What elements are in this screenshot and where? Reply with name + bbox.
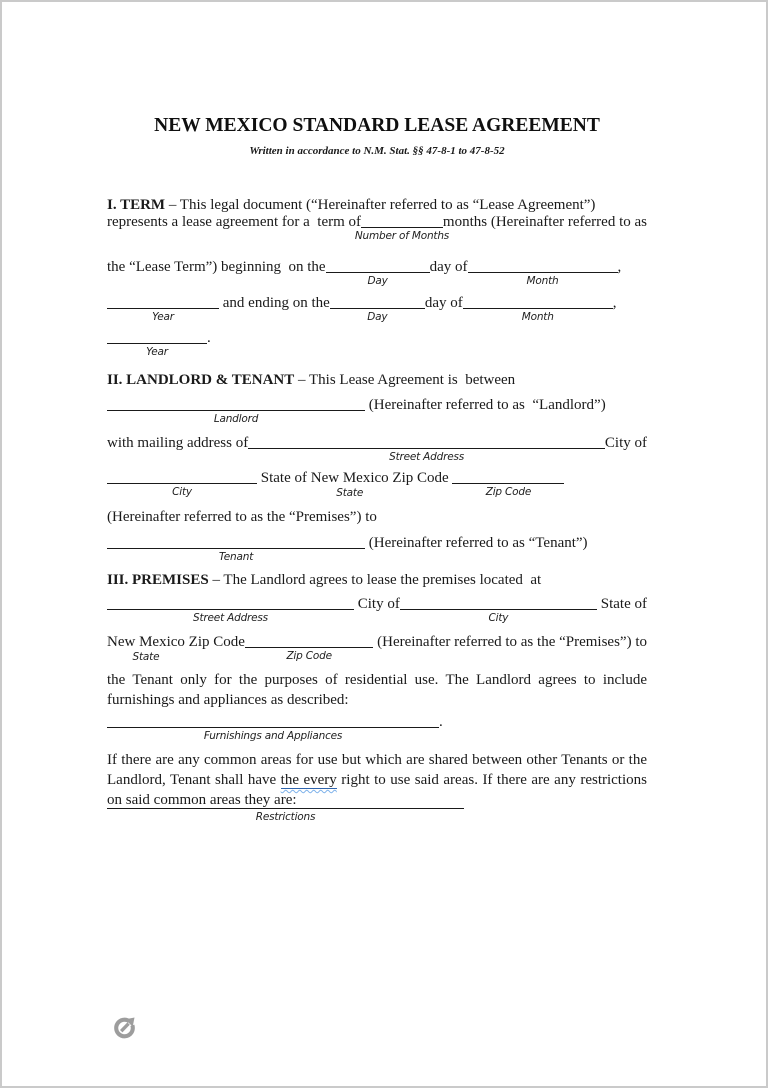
- parties-line-2: [107, 397, 647, 425]
- field-label-furnishings-appliances: Furnishings and Appliances: [203, 730, 343, 742]
- grammar-marked-text: [281, 772, 337, 789]
- field-label-month: Month: [526, 275, 559, 287]
- common-line-1: [107, 752, 647, 768]
- term-text: day of: [424, 295, 463, 311]
- field-label-city: City: [172, 486, 192, 498]
- parties-text: Zip Code: [388, 470, 453, 486]
- field-premises-street-address[interactable]: [107, 608, 354, 624]
- common-line-4: [107, 805, 647, 823]
- field-start-year[interactable]: [107, 307, 219, 323]
- field-label-city: City: [488, 612, 509, 624]
- term-text: represents a lease agreement for a term of: [107, 214, 362, 230]
- term-text: months (Hereinafter referred to as: [442, 214, 647, 230]
- field-label-tenant: Tenant: [218, 551, 254, 563]
- common-text: on said common areas they are:: [107, 792, 297, 808]
- common-line-2: [107, 772, 647, 788]
- parties-line-4: [107, 470, 647, 499]
- document-subtitle: Written in accordance to N.M. Stat. §§ 47-8-1 to 47-8-52: [249, 145, 505, 157]
- parties-text: State of: [257, 470, 311, 486]
- field-premises-zip[interactable]: [245, 646, 373, 662]
- parties-line-5: [107, 509, 647, 525]
- term-text: ,: [617, 259, 622, 275]
- state-text: [310, 470, 389, 499]
- premises-text: State of: [597, 596, 647, 612]
- field-number-of-months[interactable]: [354, 226, 450, 242]
- parties-line-6: [107, 535, 647, 563]
- grammar-marked-words: the every: [280, 772, 337, 788]
- term-line-3: [107, 259, 647, 287]
- field-landlord-name[interactable]: [107, 409, 365, 425]
- field-label-street-address: Street Address: [193, 612, 268, 624]
- field-end-year[interactable]: [107, 342, 207, 358]
- field-label-landlord: Landlord: [213, 413, 259, 425]
- premises-text: City of: [354, 596, 400, 612]
- parties-text: with mailing address of: [107, 435, 249, 451]
- parties-text: City of: [604, 435, 647, 451]
- parties-line-3: [107, 435, 647, 463]
- term-text: ,: [612, 295, 617, 311]
- field-label-day: Day: [367, 275, 388, 287]
- premises-line-3: [107, 634, 647, 663]
- state-text: [107, 634, 185, 663]
- common-text: If there are any common areas for use but which are shared between other Tenants or the: [107, 752, 647, 768]
- term-text: the “Lease Term”) beginning on the: [107, 259, 326, 275]
- field-tenant-name[interactable]: [107, 547, 365, 563]
- premises-text: Zip Code: [184, 634, 245, 650]
- field-label-state: State: [132, 651, 160, 663]
- common-text: Landlord, Tenant shall have: [107, 772, 281, 788]
- refresh-icon: [111, 1013, 139, 1041]
- use-line-2: [107, 692, 647, 708]
- term-text: .: [207, 330, 211, 346]
- field-landlord-street-address[interactable]: [248, 447, 605, 463]
- section-premises-heading: III. PREMISES: [107, 572, 209, 588]
- term-line-5: [107, 330, 647, 358]
- document-title: NEW MEXICO STANDARD LEASE AGREEMENT: [154, 115, 600, 136]
- term-text: – This legal document (“Hereinafter referred to as “Lease Agreement”): [165, 197, 596, 213]
- state-name: New Mexico: [107, 634, 185, 650]
- field-end-month[interactable]: [463, 307, 613, 323]
- field-label-day: Day: [367, 311, 388, 323]
- term-line-2: [107, 214, 647, 242]
- parties-line-1: [107, 372, 647, 388]
- use-line-3: [107, 714, 647, 742]
- premises-text: (Hereinafter referred to as the “Premises”) to: [373, 634, 647, 650]
- field-label-zip-code: Zip Code: [286, 650, 332, 662]
- field-landlord-city[interactable]: [107, 482, 257, 498]
- term-line-4: [107, 295, 647, 323]
- field-label-restrictions: Restrictions: [255, 811, 316, 823]
- field-start-day[interactable]: [326, 271, 430, 287]
- field-end-day[interactable]: [330, 307, 425, 323]
- term-text: and ending on the: [219, 295, 330, 311]
- use-text: furnishings and appliances as described:: [107, 692, 349, 708]
- field-label-year: Year: [152, 311, 174, 323]
- field-furnishings-appliances[interactable]: [107, 726, 439, 742]
- parties-text: (Hereinafter referred to as “Landlord”): [365, 397, 606, 413]
- field-label-zip-code: Zip Code: [485, 486, 532, 498]
- field-label-year: Year: [146, 346, 168, 358]
- field-premises-city[interactable]: [400, 608, 597, 624]
- field-label-month: Month: [521, 311, 554, 323]
- field-label-state: State: [336, 487, 364, 499]
- refresh-button[interactable]: [111, 1013, 139, 1041]
- premises-line-2: [107, 596, 647, 624]
- field-label-street-address: Street Address: [389, 451, 465, 463]
- field-landlord-zip[interactable]: [452, 482, 564, 498]
- premises-text: – The Landlord agrees to lease the premises located at: [208, 572, 542, 588]
- field-restrictions[interactable]: [107, 807, 464, 823]
- section-parties-heading: II. LANDLORD & TENANT: [107, 372, 295, 388]
- parties-text: – This Lease Agreement is between: [294, 372, 516, 388]
- premises-line-1: [107, 572, 647, 588]
- term-text: day of: [429, 259, 468, 275]
- use-line-1: [107, 672, 647, 688]
- term-line-1: [107, 197, 647, 213]
- field-start-month[interactable]: [468, 271, 618, 287]
- state-name: New Mexico: [310, 470, 389, 486]
- field-label-number-of-months: Number of Months: [354, 230, 450, 242]
- section-term-heading: I. TERM: [107, 197, 166, 213]
- parties-text: (Hereinafter referred to as the “Premises”) to: [107, 509, 377, 525]
- common-text: right to use said areas. If there are any restrictions: [336, 772, 647, 788]
- parties-text: (Hereinafter referred to as “Tenant”): [365, 535, 588, 551]
- use-text: .: [439, 714, 443, 730]
- use-text: the Tenant only for the purposes of residential use. The Landlord agrees to include: [107, 672, 647, 688]
